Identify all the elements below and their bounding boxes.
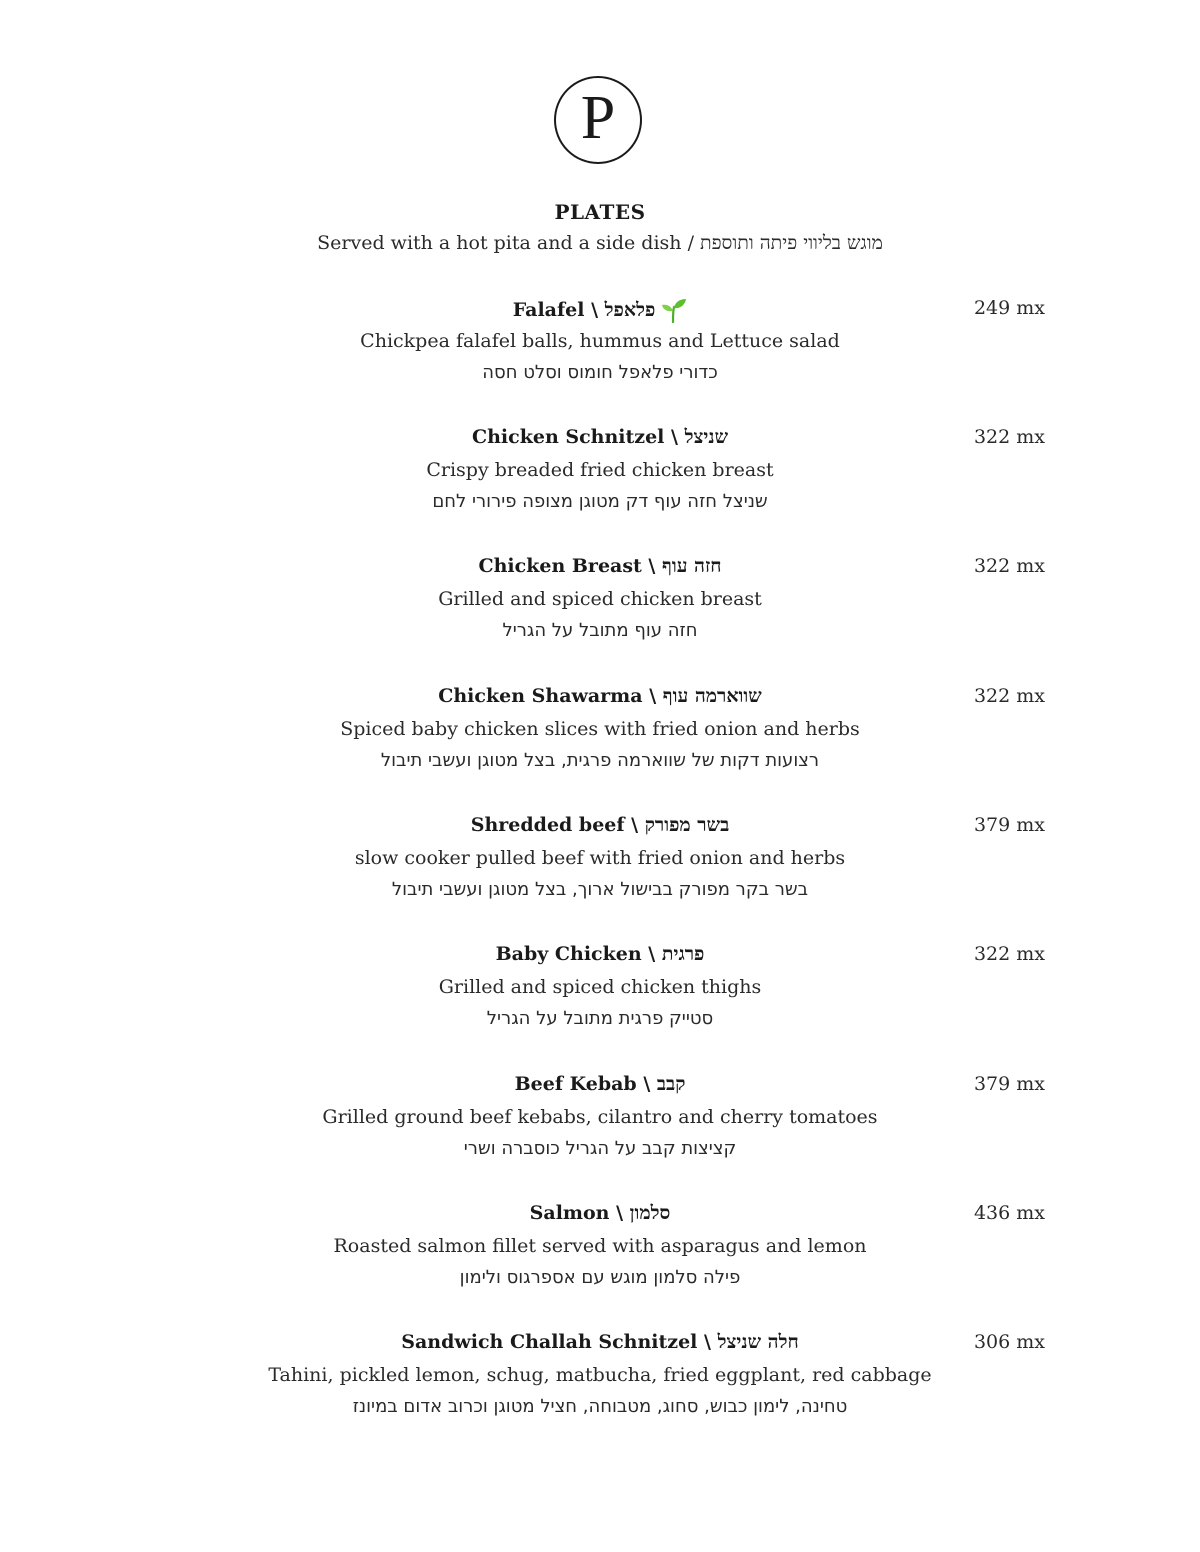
menu-item-description-he: סטייק פרגית מתובל על הגריל: [486, 1008, 714, 1029]
menu-item-chicken-shawarma: [0, 685, 1200, 795]
menu-item-description-he: פילה סלמון מוגש עם אספרגוס ולימון: [459, 1267, 741, 1288]
section-title: PLATES: [554, 200, 646, 224]
menu-item-salmon: [0, 1202, 1200, 1312]
menu-item-name: Chicken Schnitzel \ שניצל: [471, 426, 729, 448]
logo: [554, 76, 642, 164]
menu-item-name: Baby Chicken \ פרגית: [495, 943, 705, 965]
menu-item-price: 249 mx: [973, 297, 1045, 319]
menu-item-description-en: Grilled and spiced chicken thighs: [438, 976, 762, 998]
menu-item-price: 322 mx: [973, 685, 1045, 707]
menu-item-name: Salmon \ סלמון: [529, 1202, 671, 1224]
menu-item-description-he: חזה עוף מתובל על הגריל: [502, 620, 698, 641]
menu-item-description-en: Chickpea falafel balls, hummus and Lettuce salad: [360, 330, 840, 352]
menu-item-description-en: Grilled ground beef kebabs, cilantro and cherry tomatoes: [322, 1106, 878, 1128]
menu-item-price: 379 mx: [973, 814, 1045, 836]
menu-item-description-he: בשר בקר מפורק בבישול ארוך, בצל מטוגן ועשבי תיבול: [391, 879, 809, 900]
menu-item-description-en: Crispy breaded fried chicken breast: [426, 459, 774, 481]
menu-item-description-en: Spiced baby chicken slices with fried onion and herbs: [340, 718, 860, 740]
menu-item-description-he: כדורי פלאפל חומוס וסלט חסה: [482, 362, 718, 383]
menu-item-price: 306 mx: [973, 1331, 1045, 1353]
menu-item-description-he: טחינה, לימון כבוש, סחוג, מטבוחה, חציל מטוגן וכרוב אדום במיונז: [352, 1396, 848, 1417]
menu-item-description-en: slow cooker pulled beef with fried onion and herbs: [354, 847, 846, 869]
menu-item-chicken-schnitzel: [0, 426, 1200, 536]
menu-item-price: 436 mx: [973, 1202, 1045, 1224]
sprout-icon: [661, 297, 687, 323]
menu-item-falafel: [0, 297, 1200, 407]
menu-item-name: Chicken Shawarma \ שווארמה עוף: [438, 685, 762, 707]
menu-item-name: Chicken Breast \ חזה עוף: [478, 555, 722, 577]
menu-item-sandwich-challah-schnitzel: [0, 1331, 1200, 1441]
menu-item-chicken-breast: [0, 555, 1200, 665]
menu-item-beef-kebab: [0, 1073, 1200, 1183]
menu-item-name: Shredded beef \ בשר מפורק: [470, 814, 730, 836]
menu-item-description-en: Grilled and spiced chicken breast: [438, 588, 762, 610]
menu-item-baby-chicken: [0, 943, 1200, 1053]
menu-item-name: Beef Kebab \ קבב: [514, 1073, 686, 1095]
menu-item-price: 322 mx: [973, 426, 1045, 448]
menu-item-shredded-beef: [0, 814, 1200, 924]
menu-item-description-en: Tahini, pickled lemon, schug, matbucha, fried eggplant, red cabbage: [268, 1364, 932, 1386]
menu-item-price: 322 mx: [973, 555, 1045, 577]
menu-item-name: Sandwich Challah Schnitzel \ חלה שניצל: [401, 1331, 799, 1353]
menu-item-description-en: Roasted salmon fillet served with asparagus and lemon: [333, 1235, 867, 1257]
logo-letter: P: [580, 84, 616, 152]
menu-item-price: 322 mx: [973, 943, 1045, 965]
section-subtitle: Served with a hot pita and a side dish / מוגש בליווי פיתה ותוספת: [317, 232, 883, 254]
menu-item-name: Falafel \ פלאפל: [512, 298, 656, 321]
menu-item-price: 379 mx: [973, 1073, 1045, 1095]
menu-item-description-he: רצועות דקות של שווארמה פרגית, בצל מטוגן ועשבי תיבול: [380, 750, 820, 771]
menu-item-description-he: שניצל חזה עוף דק מטוגן מצופה פירורי לחם: [432, 491, 768, 512]
menu-item-description-he: קציצות קבב על הגריל כוסברה ושרי: [463, 1138, 737, 1159]
